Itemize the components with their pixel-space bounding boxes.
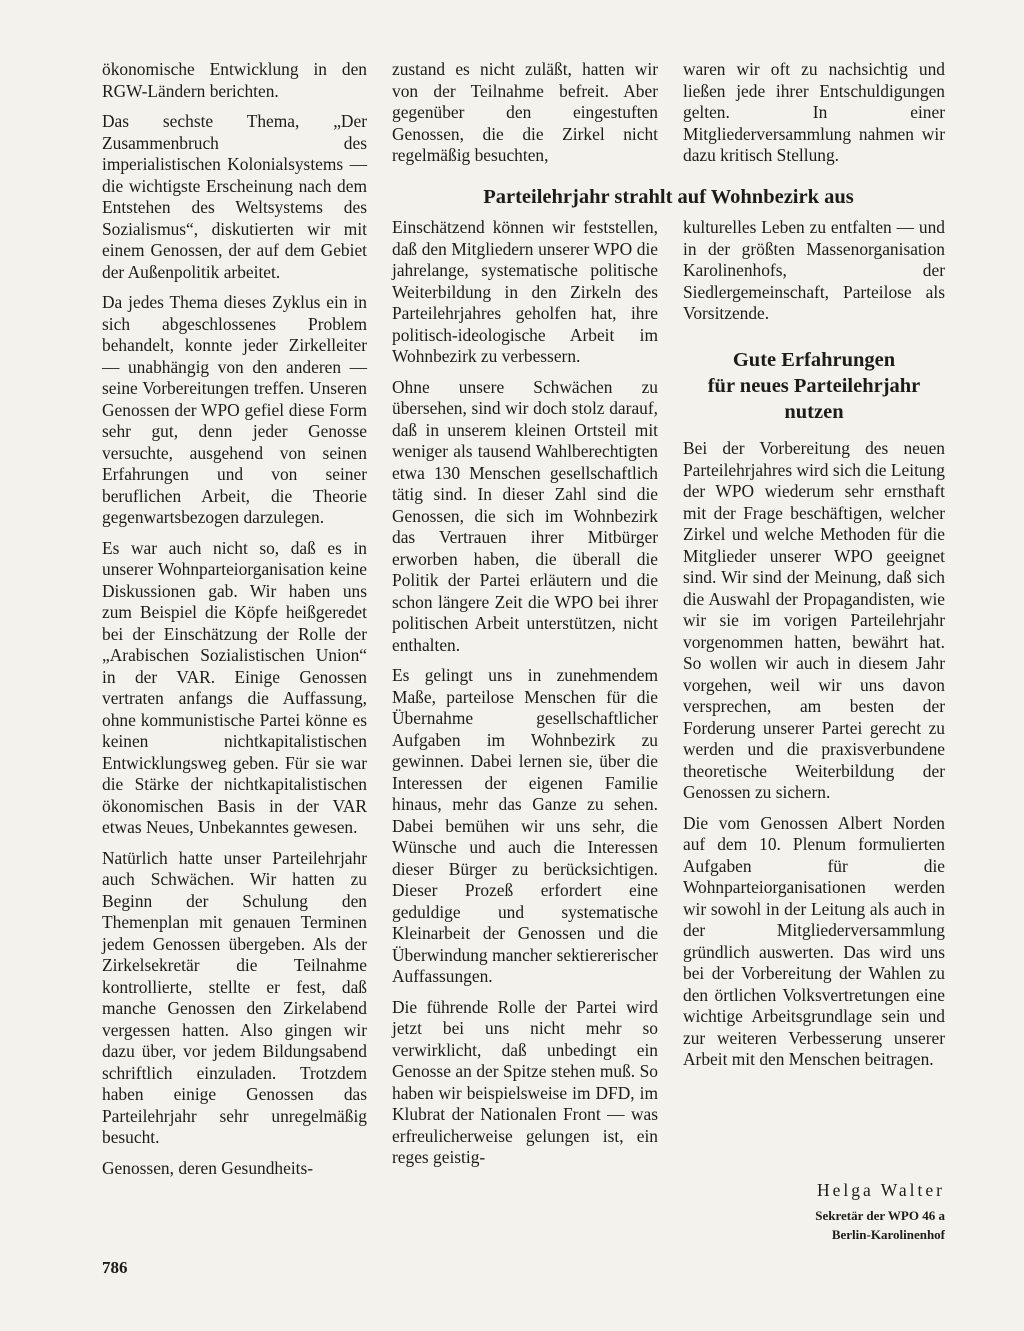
paragraph: Die führende Rolle der Partei wird jetzt bei uns nicht mehr so verwirklicht, daß unbedingt ein Genosse an der Spitze stehen muß. So haben wir beispielsweise im DFD, im Klubrat der Nationalen Front — was erfreulicherweise gelungen ist, ein reges geistig-: [392, 996, 658, 1167]
section-subheadline: [683, 347, 945, 425]
paragraph: kulturelles Leben zu entfalten — und in der größten Massenorganisation Karolinenhofs, der Siedlergemeinschaft, Parteilose als Vorsitzende.: [683, 217, 945, 323]
paragraph: Genossen, deren Gesundheits-: [102, 1157, 314, 1178]
column-3-bottom: [683, 438, 945, 1071]
section-headline: Parteilehrjahr strahlt auf Wohnbezirk aus: [483, 186, 854, 208]
author-role-line: Sekretär der WPO 46 a: [815, 1208, 945, 1223]
column-2-bottom: [392, 217, 658, 1169]
paragraph: Das sechste Thema, „Der Zusammenbruch des imperialistischen Kolonialsystems — die wichtigste Erscheinung nach dem Entstehen des Weltsystems des Sozialismus“, diskutierten wir mit einem Genossen, der auf dem Gebiet der Außenpolitik arbeitet.: [102, 111, 367, 282]
paragraph: zustand es nicht zuläßt, hatten wir von der Teilnahme befreit. Aber gegenüber den eingestuften Genossen, die die Zirkel nicht regelmäßig besuchten,: [392, 59, 658, 165]
paragraph: Da jedes Thema dieses Zyklus ein in sich abgeschlossenes Problem behandelt, konnte jeder Zirkelleiter — unabhängig von den anderen — seine Vorbereitungen treffen. Unseren Genossen der WPO gefiel diese Form sehr gut, denn jeder Genosse versuchte, ausgehend von seinen Erfahrungen und von seiner beruflichen Arbeit, die Theorie gegenwartsbezogen darzulegen.: [102, 292, 367, 527]
column-1: [102, 59, 367, 1179]
column-3-mid: [683, 217, 945, 325]
paragraph: Ohne unsere Schwächen zu übersehen, sind wir doch stolz darauf, daß in unserem kleinen Ortsteil mit weniger als tausend Wahlberechtigten etwa 130 Menschen gesellschaftlich tätig sind. In dieser Zahl sind die Genossen, die sich im Wohnbezirk das Vertrauen ihrer Mitbürger erworben haben, die überall die Politik der Partei erläutern und die schon längere Zeit die WPO bei ihrer politischen Arbeit unterstützen, nicht enthalten.: [392, 376, 658, 655]
paragraph: Es war auch nicht so, daß es in unserer Wohnparteiorganisation keine Diskussionen gab. Wir haben uns zum Beispiel die Köpfe heißgeredet bei der Einschätzung der Rolle der „Arabischen Sozialistischen Union“ in der VAR. Einige Genossen vertraten anfangs die Auffassung, ohne kommunistische Partei könne es keinen nichtkapitalistischen Entwicklungsweg geben. Für sie war die Stärke der nichtkapitalistischen ökonomischen Basis in der VAR etwas Neues, Unbekanntes gewesen.: [102, 537, 367, 837]
paragraph: Die vom Genossen Albert Norden auf dem 10. Plenum formulierten Aufgaben für die Wohnparteiorganisationen werden wir sowohl in der Leitung als auch in der Mitgliederversammlung gründlich auswerten. Das wird uns bei der Vorbereitung der Wahlen zu den örtlichen Volksvertretungen eine wichtige Arbeitsgrundlage sein und zur weiteren Verbesserung unserer Arbeit mit den Menschen beitragen.: [683, 812, 945, 1069]
subheadline-line: Gute Erfahrungen: [732, 349, 896, 371]
paragraph: Bei der Vorbereitung des neuen Parteilehrjahres wird sich die Leitung der WPO wiederum sehr ernsthaft mit der Frage beschäftigen, welcher Zirkel und welche Methoden für die Mitglieder unserer WPO geeignet sind. Wir sind der Meinung, daß sich die Auswahl der Propagandisten, wie wir sie im vorigen Parteilehrjahr vorgenommen hatten, bewährt hat. So wollen wir auch in diesem Jahr vorgehen, weil wir uns davon versprechen, am besten der Forderung unserer Partei gerecht zu werden und die praxisverbundene theoretische Weiterbildung der Genossen zu sichern.: [683, 438, 945, 802]
author-name: Helga Walter: [816, 1180, 945, 1200]
subheadline-line: nutzen: [784, 401, 844, 423]
paragraph: ökonomische Entwicklung in den RGW-Ländern berichten.: [102, 59, 367, 101]
subheadline-line: für neues Parteilehrjahr: [707, 375, 921, 397]
paragraph: Es gelingt uns in zunehmendem Maße, parteilose Menschen für die Übernahme gesellschaftlicher Aufgaben im Wohnbezirk zu gewinnen. Dabei lernen sie, über die Interessen der eigenen Familie hinaus, mehr das Ganze zu sehen. Dabei bemühen wir uns sehr, die Wünsche und auch die Interessen dieser Bürger zu berücksichtigen. Dieser Prozeß erfordert eine geduldige und systematische Kleinarbeit der Genossen und die Überwindung mancher sektiererischer Auffassungen.: [392, 665, 658, 986]
paragraph: Einschätzend können wir feststellen, daß den Mitgliedern unserer WPO die jahrelange, systematische politische Weiterbildung in den Zirkeln des Parteilehrjahres geholfen hat, ihre politisch-ideologische Arbeit im Wohnbezirk zu verbessern.: [392, 217, 658, 366]
column-3-top: [683, 59, 945, 167]
paragraph: waren wir oft zu nachsichtig und ließen jede ihrer Entschuldigungen gelten. In einer Mitgliederversammlung nahmen wir dazu kritisch Stellung.: [683, 59, 945, 165]
author-affiliation: [683, 1206, 945, 1244]
page-number: 786: [102, 1258, 128, 1277]
column-2-top: [392, 59, 658, 167]
author-location-line: Berlin-Karolinenhof: [831, 1227, 945, 1242]
paragraph: Natürlich hatte unser Parteilehrjahr auch Schwächen. Wir hatten zu Beginn der Schulung den Themenplan mit genauen Terminen jedem Genossen übergeben. Als der Zirkelsekretär die Teilnahme kontrollierte, stellte er fest, daß manche Genossen den Zirkelabend vergessen hatten. Also gingen wir dazu über, vor jedem Bildungsabend schriftlich einzuladen. Trotzdem haben einige Genossen das Parteilehrjahr sehr unregelmäßig besucht.: [102, 847, 367, 1147]
